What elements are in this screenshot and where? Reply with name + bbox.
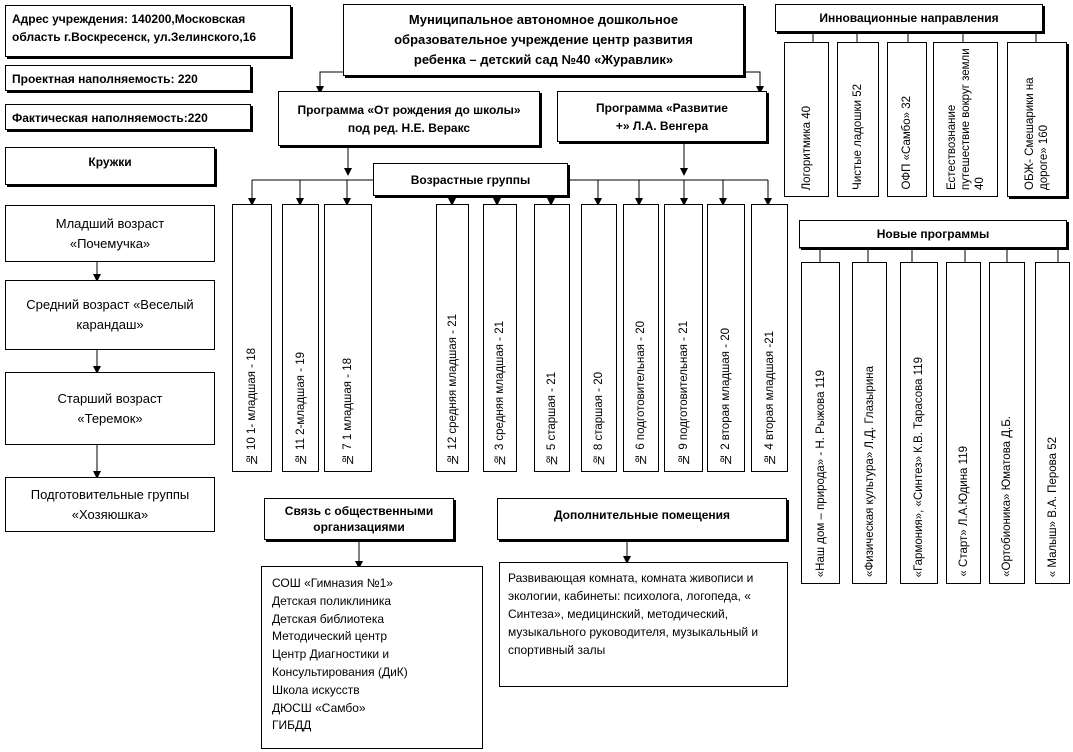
club-label: Старший возраст «Теремок»	[57, 390, 163, 426]
group-box	[282, 204, 319, 472]
group-box	[483, 204, 517, 472]
group-label: № 5 старшая - 21	[546, 371, 558, 465]
innovation-item	[887, 42, 927, 197]
club-label: Средний возраст «Веселый карандаш»	[26, 297, 194, 332]
group-label: № 7 1 младшая - 18	[342, 358, 354, 465]
actual-capacity-box	[5, 104, 251, 130]
public-link-item: Детская поликлиника	[272, 593, 392, 608]
project-capacity-box	[5, 65, 251, 91]
group-box	[436, 204, 469, 472]
public-links-title: Связь с общественными организациями	[284, 504, 434, 534]
new-program-item	[1035, 262, 1070, 584]
program2-box	[557, 91, 767, 142]
group-box	[751, 204, 788, 472]
clubs-title: Кружки	[88, 155, 132, 169]
new-program-label: «Гармония», «Синтез» К.В. Тарасова 119	[913, 356, 925, 577]
innovation-label: Чистые ладошки 52	[852, 84, 864, 190]
innovation-item	[837, 42, 879, 197]
project-capacity-text: Проектная наполняемость: 220	[12, 72, 198, 86]
group-label: № 12 средняя младшая - 21	[446, 314, 459, 465]
new-program-label: « Старт» Л.А.Юдина 119	[957, 446, 970, 577]
new-program-label: «Ортобионика» Юматова Д.Б.	[1001, 416, 1013, 577]
institution-box	[343, 4, 744, 76]
address-box	[5, 5, 291, 57]
new-programs-title-box	[799, 220, 1067, 248]
group-label: № 2 вторая младшая - 20	[720, 328, 732, 465]
club-item	[5, 477, 215, 532]
new-program-label: «Наш дом – природа» - Н. Рыжова 119	[814, 369, 827, 577]
public-link-item: Детская библиотека	[272, 611, 385, 626]
group-label: № 9 подготовительная - 21	[677, 321, 690, 465]
innovation-label: ОФП «Самбо» 32	[901, 96, 913, 190]
group-box	[664, 204, 703, 472]
group-label: № 11 2-младшая - 19	[294, 351, 307, 465]
clubs-title-box	[5, 147, 215, 185]
group-box	[324, 204, 372, 472]
program1-box	[278, 91, 540, 146]
extra-rooms-title: Дополнительные помещения	[553, 508, 730, 522]
group-label: № 10 1- младшая - 18	[246, 347, 258, 465]
innovation-item	[1007, 42, 1067, 197]
club-item	[5, 372, 215, 445]
new-program-label: «Физическая культура» Л.Д. Глазырина	[863, 366, 876, 577]
public-link-item: СОШ «Гимназия №1»	[272, 576, 393, 590]
age-groups-box	[373, 163, 568, 196]
group-label: № 6 подготовительная - 20	[635, 321, 647, 465]
club-label: Подготовительные группы «Хозяюшка»	[30, 486, 190, 522]
group-box	[581, 204, 617, 472]
institution-title: Муниципальное автономное дошкольное образовательное учреждение центр развития ребенка – детский сад №40 «Журавлик»	[394, 12, 693, 67]
public-links-list	[261, 566, 483, 749]
public-link-item: Методический центр	[272, 629, 388, 644]
group-label: № 4 вторая младшая -21	[763, 331, 776, 465]
group-label: № 3 средняя младшая - 21	[494, 320, 506, 465]
extra-rooms-box	[499, 562, 788, 687]
age-groups-title: Возрастные группы	[410, 172, 531, 187]
club-item	[5, 280, 215, 350]
innovation-label: ОБЖ- Смешарики на дороге» 160	[1024, 77, 1050, 190]
public-link-item: ДЮСШ «Самбо»	[272, 700, 366, 715]
innovation-item	[784, 42, 829, 197]
extra-rooms-title-box	[497, 498, 787, 540]
new-programs-title: Новые программы	[876, 227, 990, 241]
extra-rooms-text: Развивающая комната, комната живописи и экологии, кабинеты: психолога, логопеда, « Синтеза», медицинский, методический, музыкального руководителя, музыкальный и спортивный залы	[508, 571, 759, 657]
new-program-item	[989, 262, 1025, 584]
club-item	[5, 205, 215, 262]
group-label: № 8 старшая - 20	[593, 371, 605, 465]
innovation-item	[933, 42, 998, 197]
new-program-item	[801, 262, 840, 584]
public-link-item: ГИБДД	[272, 718, 312, 733]
address-text: Адрес учреждения: 140200,Московская область г.Воскресенск, ул.Зелинского,16	[12, 12, 257, 44]
innovations-title-box	[775, 4, 1043, 32]
program1-text: Программа «От рождения до школы» под ред. Н.Е. Веракс	[297, 102, 521, 135]
group-box	[534, 204, 570, 472]
new-program-item	[900, 262, 938, 584]
actual-capacity-text: Фактическая наполняемость:220	[12, 111, 208, 125]
group-box	[707, 204, 745, 472]
new-program-item	[852, 262, 887, 584]
innovations-title: Инновационные направления	[819, 11, 999, 25]
new-program-item	[946, 262, 981, 584]
group-box	[232, 204, 272, 472]
group-box	[623, 204, 659, 472]
public-link-item: Центр Диагностики и Консультирования (ДиК)	[272, 647, 408, 679]
innovation-label: Естествознание путешествие вокруг земли 40	[945, 48, 986, 190]
club-label: Младший возраст «Почемучка»	[55, 215, 165, 251]
innovation-label: Логоритмика 40	[800, 105, 813, 190]
program2-text: Программа «Развитие +» Л.А. Венгера	[596, 100, 728, 133]
new-program-label: « Малыш» В.А. Перова 52	[1046, 436, 1059, 577]
public-links-title-box	[264, 498, 454, 540]
public-link-item: Школа искусств	[272, 682, 360, 697]
